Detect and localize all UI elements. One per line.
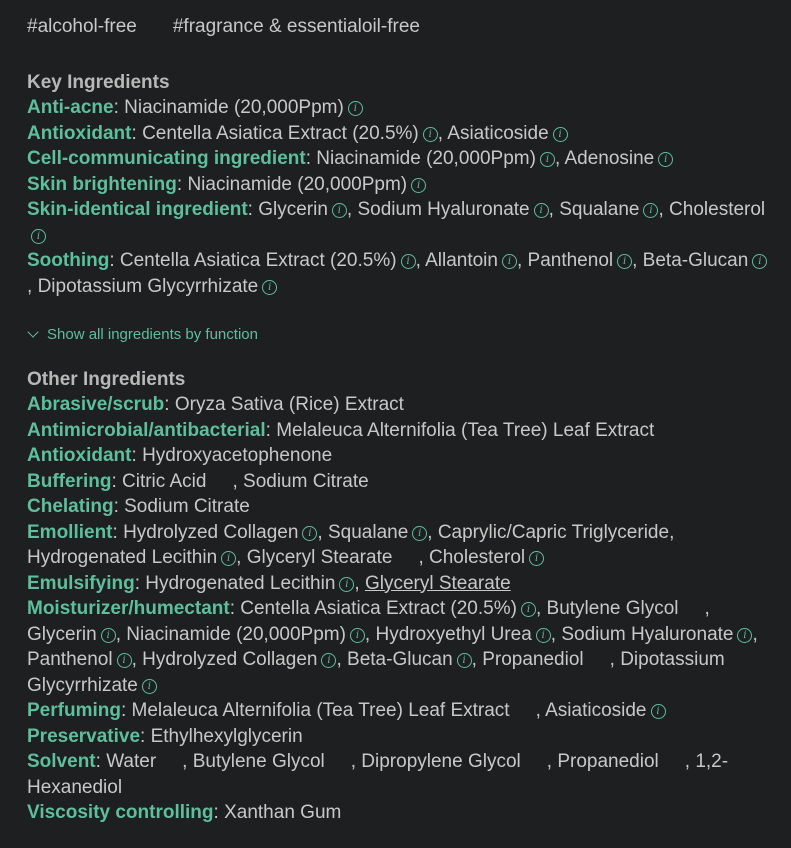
info-icon[interactable]: i (536, 628, 551, 643)
tag-alcohol-free[interactable]: #alcohol-free (27, 16, 137, 37)
ingredient-link[interactable]: 1,2-Hexanediol (27, 751, 729, 798)
key-ingredients-list (27, 95, 771, 299)
function-label[interactable]: Moisturizer/humectant (27, 598, 230, 619)
ingredient-link[interactable]: Dipotassium Glycyrrhizate (27, 649, 725, 696)
ingredient-function-row: Skin-identical ingredient: Glycerin i , Sodium Hyaluronate i , Squalane i , Cholesteroli (27, 199, 766, 242)
info-icon[interactable]: i (534, 203, 549, 218)
ingredient-link[interactable]: Dipropylene Glycol (361, 751, 521, 772)
ingredient-link[interactable]: Caprylic/Capric Triglyceride (437, 521, 670, 543)
ingredient-link[interactable]: Butylene Glycol (192, 751, 325, 772)
other-ingredients-section (27, 367, 771, 826)
ingredient-link[interactable]: Hydroxyacetophenone (142, 445, 333, 466)
function-label[interactable]: Viscosity controlling (27, 802, 214, 823)
ingredient-link[interactable]: Sodium Citrate (124, 496, 250, 517)
ingredient-link[interactable]: Glycerin (27, 623, 97, 645)
function-label[interactable]: Emollient (27, 521, 113, 543)
ingredient-link[interactable]: Oryza Sativa (Rice) Extract (174, 394, 404, 415)
chevron-down-icon (27, 327, 38, 338)
function-label[interactable]: Solvent (27, 751, 96, 772)
ingredient-link[interactable]: Hydrogenated Lecithin (27, 547, 218, 568)
ingredient-link[interactable]: Centella Asiatica Extract (20.5%) (119, 250, 397, 271)
ingredient-function-row: Antimicrobial/antibacterial: Melaleuca Alternifolia (Tea Tree) Leaf Extract (27, 419, 655, 441)
ingredient-link[interactable]: Glycerin (258, 199, 328, 220)
ingredient-link[interactable]: Citric Acid (122, 470, 207, 492)
ingredient-function-row: Emulsifying: Hydrogenated Lecithin i , Glyceryl Stearate (27, 572, 511, 594)
ingredient-link[interactable]: Niacinamide (20,000Ppm) (124, 97, 344, 118)
ingredient-function-row: Buffering: Citric Acid , Sodium Citrate (27, 470, 369, 492)
ingredient-link[interactable]: Centella Asiatica Extract (20.5%) (240, 598, 517, 619)
ingredient-link[interactable]: Propanediol (482, 649, 584, 670)
function-label[interactable]: Perfuming (27, 700, 121, 721)
info-icon[interactable]: i (737, 628, 752, 643)
info-icon[interactable]: i (643, 203, 658, 218)
info-icon[interactable]: i (221, 551, 236, 566)
function-label[interactable]: Skin-identical ingredient (27, 199, 248, 220)
ingredient-function-row: Solvent: Water , Butylene Glycol , Dipropylene Glycol , Propanediol , 1,2-Hexanediol (27, 751, 729, 798)
function-label[interactable]: Emulsifying (27, 572, 135, 594)
ingredient-link[interactable]: Sodium Hyaluronate (561, 623, 734, 645)
ingredient-function-row: Moisturizer/humectant: Centella Asiatica Extract (20.5%) i , Butylene Glycol , Glycerin i , Niacinamide (20,000Ppm) i , Hydroxyethyl Urea i , Sodium Hyaluronate i , Panthenol i , Hydrolyzed Collagen i , Beta-Glucan i , Propanediol , Dipotassium Glycyrrhizate i (27, 598, 758, 696)
ingredient-link[interactable]: Panthenol (527, 250, 614, 271)
ingredient-link[interactable]: Water (106, 751, 157, 772)
ingredient-link[interactable]: Hydrogenated Lecithin (145, 572, 336, 594)
info-icon[interactable]: i (658, 152, 673, 167)
ingredient-function-row: Cell-communicating ingredient: Niacinamide (20,000Ppm) i , Adenosine i (27, 146, 771, 172)
ingredient-link[interactable]: Propanediol (557, 751, 659, 772)
ingredient-link[interactable]: Beta-Glucan (347, 649, 453, 670)
function-label[interactable]: Anti-acne (27, 97, 114, 118)
info-icon[interactable]: i (350, 628, 365, 643)
info-icon[interactable]: i (412, 526, 427, 541)
ingredient-function-row: Anti-acne: Niacinamide (20,000Ppm) i (27, 95, 771, 121)
ingredient-function-row: Chelating: Sodium Citrate (27, 496, 250, 517)
ingredient-link[interactable]: Panthenol (27, 649, 113, 670)
function-label[interactable]: Antioxidant (27, 122, 132, 144)
ingredient-link[interactable]: Melaleuca Alternifolia (Tea Tree) Leaf Extract (276, 419, 655, 441)
ingredient-function-row: Abrasive/scrub: Oryza Sativa (Rice) Extract (27, 394, 404, 415)
key-ingredients-title: Key Ingredients (27, 71, 170, 93)
info-icon[interactable]: i (651, 704, 666, 719)
other-ingredients-list (27, 392, 771, 826)
ingredient-link[interactable]: Hydrolyzed Collagen (123, 521, 299, 543)
ingredient-link[interactable]: Glyceryl Stearate (364, 572, 511, 594)
info-icon[interactable]: i (262, 280, 277, 295)
key-ingredients-section (27, 70, 771, 300)
ingredient-link[interactable]: Allantoin (425, 250, 498, 271)
tag-fragrance-free[interactable]: #fragrance & essentialoil-free (172, 16, 420, 37)
ingredient-link[interactable]: Xanthan Gum (224, 802, 342, 823)
ingredient-function-row: Skin brightening: Niacinamide (20,000Ppm) i (27, 172, 771, 198)
info-icon[interactable]: i (540, 152, 555, 167)
info-icon[interactable]: i (457, 653, 472, 668)
ingredient-link[interactable]: Asiaticoside (545, 700, 647, 721)
ingredient-link[interactable]: Melaleuca Alternifolia (Tea Tree) Leaf Extract (131, 700, 510, 721)
ingredient-function-row: Emollient: Hydrolyzed Collagen i , Squalane i , Caprylic/Capric Triglyceride, Hydrogenated Lecithin i , Glyceryl Stearate , Cholesterol i (27, 521, 675, 568)
info-icon[interactable]: i (529, 551, 544, 566)
ingredient-link[interactable]: Squalane (559, 199, 640, 220)
info-icon[interactable]: i (423, 127, 438, 142)
info-icon[interactable]: i (401, 254, 416, 269)
ingredient-link[interactable]: Cholesterol (429, 547, 526, 568)
function-label[interactable]: Antioxidant (27, 445, 132, 466)
ingredient-function-row: Viscosity controlling: Xanthan Gum (27, 802, 342, 823)
ingredient-link[interactable]: Centella Asiatica Extract (20.5%) (142, 122, 419, 144)
info-icon[interactable]: i (339, 577, 354, 592)
ingredient-link[interactable]: Niacinamide (20,000Ppm) (126, 623, 346, 645)
ingredient-link[interactable]: Hydroxyethyl Urea (375, 623, 532, 645)
ingredient-link[interactable]: Cholesterol (669, 199, 766, 220)
ingredient-link[interactable]: Niacinamide (20,000Ppm) (316, 148, 536, 169)
info-icon[interactable]: i (302, 526, 317, 541)
info-icon[interactable]: i (117, 653, 132, 668)
info-icon[interactable]: i (142, 679, 157, 694)
function-label[interactable]: Preservative (27, 725, 141, 747)
ingredient-function-row: Soothing: Centella Asiatica Extract (20.5%) i , Allantoin i , Panthenol i , Beta-Glucan i, Dipotassium Glycyrrhizate i (27, 248, 771, 299)
tag-list (27, 14, 771, 40)
ingredient-link[interactable]: Ethylhexylglycerin (150, 725, 303, 747)
ingredient-link[interactable]: Squalane (327, 521, 409, 543)
ingredient-function-row: Perfuming: Melaleuca Alternifolia (Tea Tree) Leaf Extract , Asiaticoside i (27, 698, 771, 724)
ingredient-function-row: Antioxidant: Centella Asiatica Extract (20.5%) i , Asiaticoside i (27, 121, 771, 147)
info-icon[interactable]: i (521, 602, 536, 617)
ingredient-link[interactable]: Sodium Citrate (243, 470, 369, 492)
info-icon[interactable]: i (332, 203, 347, 218)
info-icon[interactable]: i (502, 254, 517, 269)
info-icon[interactable]: i (348, 101, 363, 116)
info-icon[interactable]: i (752, 254, 767, 269)
ingredient-link[interactable]: Beta-Glucan (642, 250, 749, 271)
info-icon[interactable]: i (553, 127, 568, 142)
info-icon[interactable]: i (31, 229, 46, 244)
function-label[interactable]: Skin brightening (27, 173, 177, 195)
ingredient-link[interactable]: Asiaticoside (447, 122, 549, 144)
ingredient-link[interactable]: Adenosine (564, 148, 655, 169)
ingredient-link[interactable]: Butylene Glycol (546, 598, 679, 619)
ingredient-function-row: Preservative: Ethylhexylglycerin (27, 725, 303, 747)
ingredient-link[interactable]: Dipotassium Glycyrrhizate (37, 275, 259, 297)
ingredient-link[interactable]: Hydrolyzed Collagen (142, 649, 318, 670)
ingredient-link[interactable]: Glyceryl Stearate (246, 547, 393, 568)
other-ingredients-title: Other Ingredients (27, 368, 186, 390)
ingredient-function-row: Antioxidant: Hydroxyacetophenone (27, 445, 333, 466)
function-label[interactable]: Buffering (27, 470, 112, 492)
info-icon[interactable]: i (101, 628, 116, 643)
show-all-ingredients-button[interactable] (27, 322, 771, 348)
info-icon[interactable]: i (411, 178, 426, 193)
ingredient-link[interactable]: Sodium Hyaluronate (357, 199, 530, 220)
function-label[interactable]: Antimicrobial/antibacterial (27, 419, 266, 441)
info-icon[interactable]: i (321, 653, 336, 668)
ingredient-link[interactable]: Niacinamide (20,000Ppm) (187, 173, 408, 195)
function-label[interactable]: Soothing (27, 250, 110, 271)
function-label[interactable]: Chelating (27, 496, 114, 517)
function-label[interactable]: Cell-communicating ingredient (27, 148, 306, 169)
show-all-label: Show all ingredients by function (47, 326, 258, 343)
info-icon[interactable]: i (617, 254, 632, 269)
function-label[interactable]: Abrasive/scrub (27, 394, 165, 415)
